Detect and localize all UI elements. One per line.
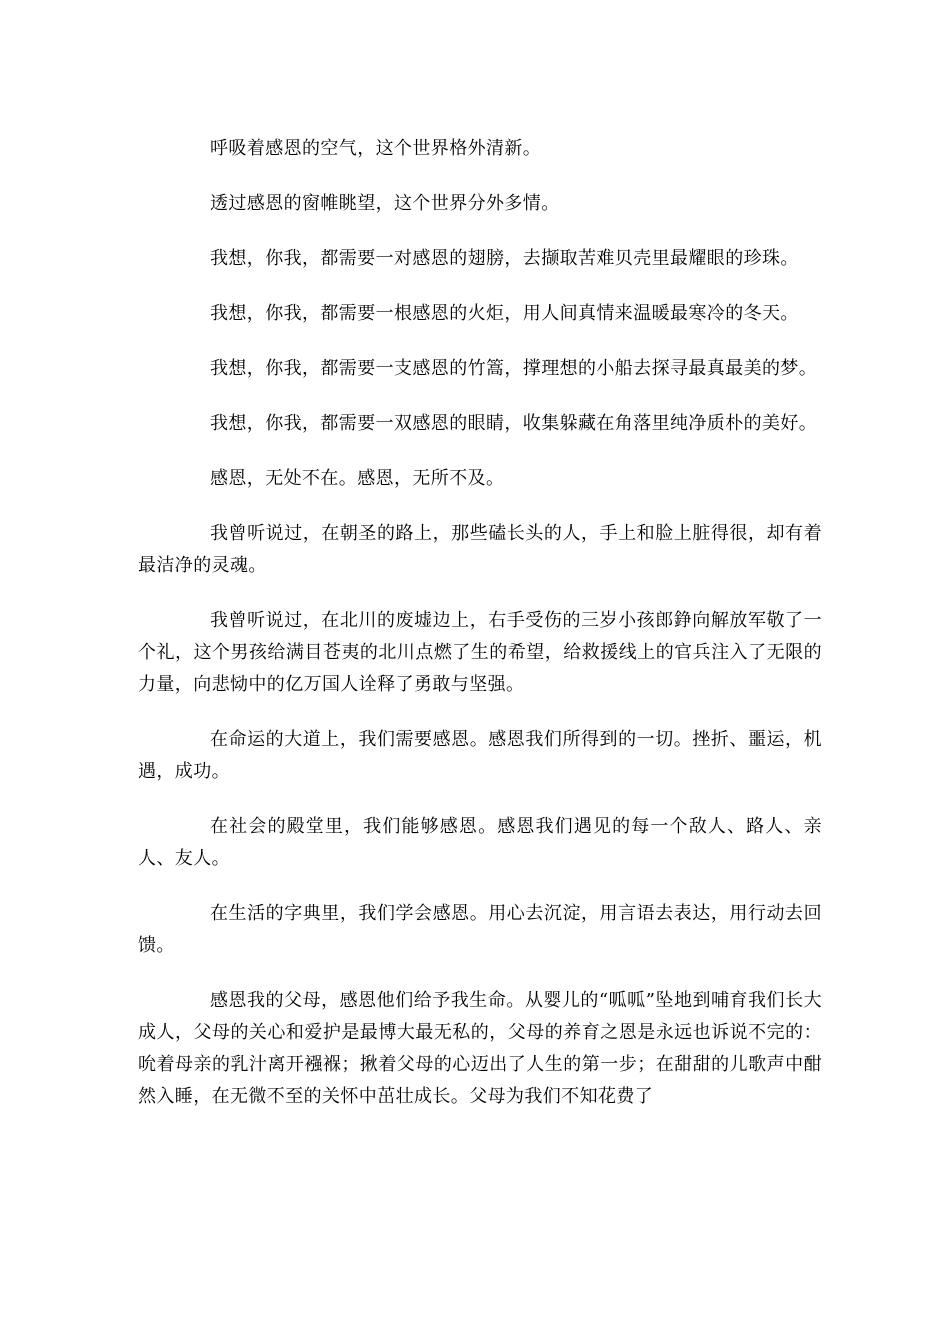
paragraph-2: 透过感恩的窗帷眺望，这个世界分外多情。 [210,193,560,214]
paragraph-5: 我想，你我，都需要一支感恩的竹篙，撑理想的小船去探寻最真最美的梦。 [210,358,818,379]
paragraph-10: 在命运的大道上，我们需要感恩。感恩我们所得到的一切。挫折、噩运，机遇，成功。 [138,729,822,782]
paragraph-1: 呼吸着感恩的空气，这个世界格外清新。 [210,138,542,159]
paragraph-4: 我想，你我，都需要一根感恩的火炬，用人间真情来温暖最寒冷的冬天。 [210,303,799,324]
paragraph-6: 我想，你我，都需要一双感恩的眼睛，收集躲藏在角落里纯净质朴的美好。 [210,413,818,434]
document-body [138,133,822,1136]
paragraph-3: 我想，你我，都需要一对感恩的翅膀，去撷取苦难贝壳里最耀眼的珍珠。 [210,248,799,269]
paragraph-11: 在社会的殿堂里，我们能够感恩。感恩我们遇见的每一个敌人、路人、亲人、友人。 [138,816,822,869]
paragraph-12: 在生活的字典里，我们学会感恩。用心去沉淀，用言语去表达，用行动去回馈。 [138,903,822,956]
paragraph-13: 感恩我的父母，感恩他们给予我生命。从婴儿的“呱呱”坠地到哺育我们长大成人，父母的关心和爱护是最博大最无私的，父母的养育之恩是永远也诉说不完的：吮着母亲的乳汁离开襁褓；揪着父母的心迈出了人生的第一步；在甜甜的儿歌声中酣然入睡，在无微不至的关怀中茁壮成长。父母为我们不知花费了 [138,990,822,1107]
paragraph-7: 感恩，无处不在。感恩，无所不及。 [210,468,505,489]
paragraph-8: 我曾听说过，在朝圣的路上，那些磕长头的人，手上和脸上脏得很，却有着最洁净的灵魂。 [138,523,822,576]
paragraph-9: 我曾听说过，在北川的废墟边上，右手受伤的三岁小孩郎錚向解放军敬了一个礼，这个男孩给满目苍夷的北川点燃了生的希望，给救援线上的官兵注入了无限的力量，向悲恸中的亿万国人诠释了勇敢与坚强。 [138,610,822,695]
